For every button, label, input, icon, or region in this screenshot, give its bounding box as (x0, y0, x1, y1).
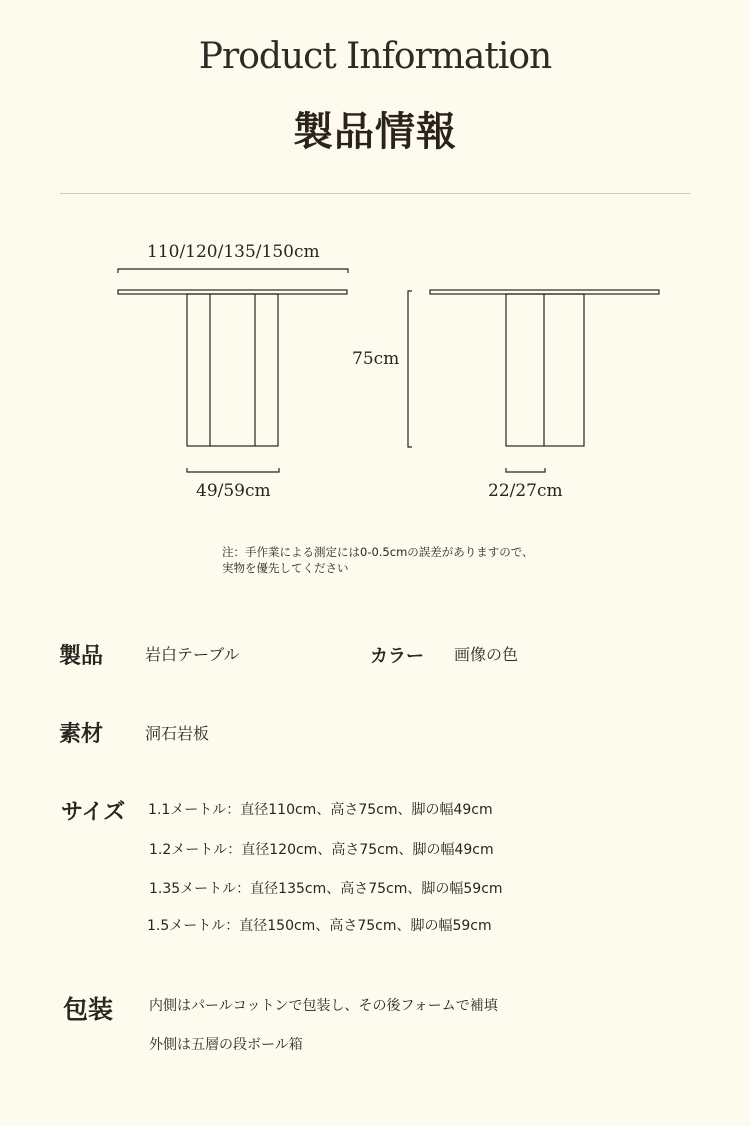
side-pedestal (506, 294, 584, 446)
material-label: 素材 (59, 722, 104, 747)
front-leg-bracket (187, 468, 279, 472)
packaging-line: 外側は五層の段ボール箱 (149, 1037, 303, 1053)
side-tabletop (430, 290, 659, 294)
front-tabletop (118, 290, 347, 294)
size-label: サイズ (61, 800, 126, 825)
note-line-1: 注：手作業による測定には0-0.5cmの誤差がありますので、 (222, 545, 534, 559)
measurement-note (222, 544, 534, 576)
size-row: 1.5メートル：直径150cm、高さ75cm、脚の幅59cm (147, 918, 492, 934)
size-row: 1.2メートル：直径120cm、高さ75cm、脚の幅49cm (149, 842, 494, 858)
note-line-2: 実物を優先してください (222, 561, 349, 575)
front-pedestal (187, 294, 278, 446)
side-leg-dimension-label: 22/27cm (488, 481, 563, 501)
height-dimension-label: 75cm (352, 349, 400, 369)
size-row: 1.1メートル：直径110cm、高さ75cm、脚の幅49cm (148, 802, 493, 818)
width-dimension-label: 110/120/135/150cm (147, 242, 320, 262)
product-label: 製品 (59, 644, 104, 669)
product-value: 岩白テーブル (145, 645, 240, 664)
page-title-en: Product Information (198, 36, 552, 77)
side-leg-bracket (506, 468, 545, 472)
height-bracket (408, 291, 412, 447)
size-row: 1.35メートル：直径135cm、高さ75cm、脚の幅59cm (149, 881, 503, 897)
packaging-label: 包装 (63, 995, 114, 1024)
front-width-bracket (118, 269, 348, 273)
page-title-jp: 製品情報 (293, 109, 457, 155)
color-label: カラー (370, 646, 424, 667)
packaging-line: 内側はパールコットンで包装し、その後フォームで補填 (149, 998, 498, 1014)
front-leg-dimension-label: 49/59cm (196, 481, 271, 501)
material-value: 洞石岩板 (145, 724, 210, 743)
table-dimension-diagram (0, 0, 750, 520)
color-value: 画像の色 (454, 645, 519, 664)
